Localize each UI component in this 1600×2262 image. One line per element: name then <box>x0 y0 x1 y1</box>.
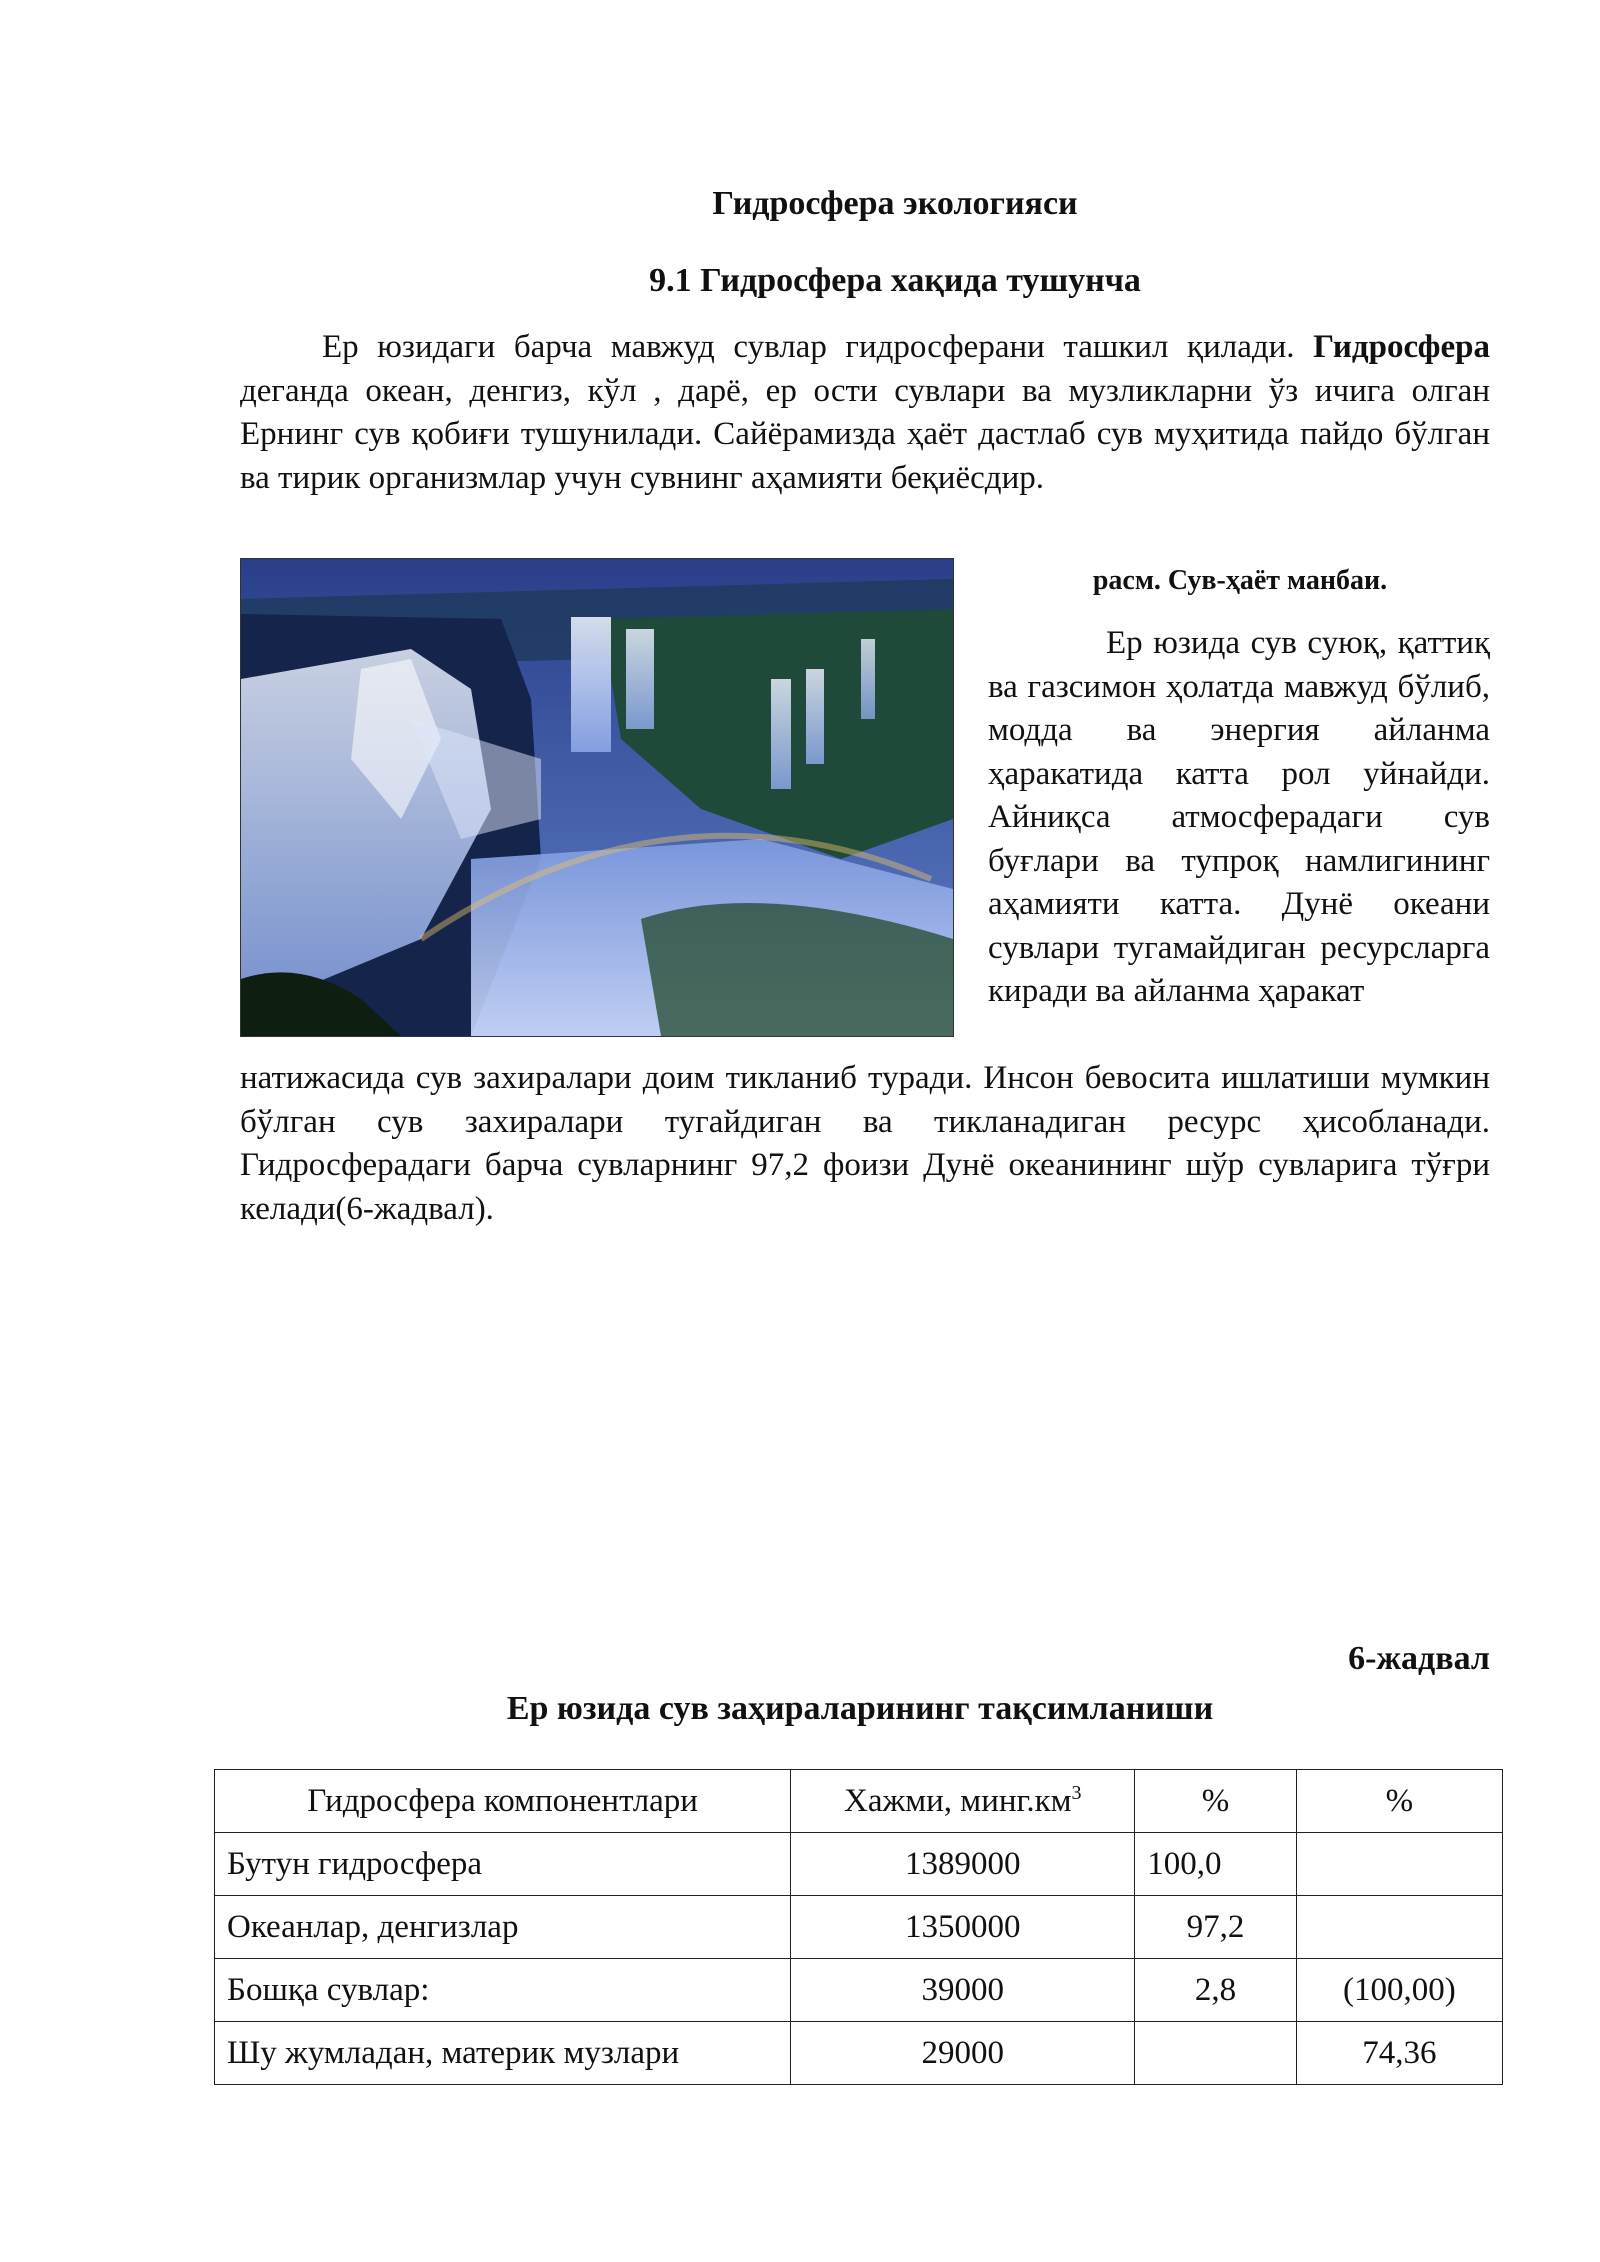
cell-volume: 1389000 <box>791 1833 1135 1896</box>
cell-pct2 <box>1296 1896 1502 1959</box>
intro-text-after: деганда океан, денгиз, кўл , дарё, ер ости сувлари ва музликларни ўз ичига олган Ернинг сув қобиғи тушунилади. Сайёрамизда ҳаёт дастлаб сув муҳитида пайдо бўлган ва тирик организмлар учун сувнинг аҳамияти беқиёсдир. <box>240 372 1490 496</box>
header-volume-sup: 3 <box>1071 1782 1082 1804</box>
cell-pct2: (100,00) <box>1296 1959 1502 2022</box>
table-row <box>215 2022 1503 2085</box>
table-row <box>215 1959 1503 2022</box>
table-title: Ер юзида сув заҳираларининг тақсимланиши <box>506 1690 1214 1727</box>
cell-pct1: 97,2 <box>1135 1896 1297 1959</box>
cell-component: Бошқа сувлар: <box>215 1959 791 2022</box>
header-volume-text: Хажми, минг.км <box>843 1783 1072 1819</box>
wrapped-paragraph-text: Ер юзида сув суюқ, қаттиқ ва газсимон ҳолатда мавжуд бўлиб, модда ва энергия айланма ҳаракатида катта рол уйнайди. Айниқса атмосферадаги сув буғлари ва тупроқ намлигининг аҳамияти катта. Дунё океани сувлари тугамайдиган ресурсларга киради ва айланма ҳаракат <box>988 625 1490 1009</box>
header-pct2: % <box>1296 1770 1502 1833</box>
table-row <box>215 1833 1503 1896</box>
table-row <box>215 1896 1503 1959</box>
cell-volume: 29000 <box>791 2022 1135 2085</box>
cell-component: Океанлар, денгизлар <box>215 1896 791 1959</box>
chapter-title: Гидросфера экологияси <box>712 185 1078 222</box>
section-title: 9.1 Гидросфера хақида тушунча <box>649 262 1141 299</box>
cell-component: Бутун гидросфера <box>215 1833 791 1896</box>
cell-pct2: 74,36 <box>1296 2022 1502 2085</box>
table-header-row <box>215 1770 1503 1833</box>
cell-pct2 <box>1296 1833 1502 1896</box>
cell-volume: 1350000 <box>791 1896 1135 1959</box>
table-number: 6-жадвал <box>1348 1640 1490 1677</box>
cell-pct1 <box>1135 2022 1297 2085</box>
intro-text-before: Ер юзидаги барча мавжуд сувлар гидросферани ташкил қилади. <box>322 329 1314 365</box>
cell-pct1: 100,0 <box>1135 1833 1297 1896</box>
waterfall-photo <box>240 558 954 1037</box>
intro-paragraph <box>240 326 1490 500</box>
cell-pct1: 2,8 <box>1135 1959 1297 2022</box>
header-component: Гидросфера компонентлари <box>215 1770 791 1833</box>
header-volume <box>791 1770 1135 1833</box>
cell-volume: 39000 <box>791 1959 1135 2022</box>
figure-caption: расм. Сув-ҳаёт манбаи. <box>1092 565 1388 596</box>
water-reserves-table <box>214 1769 1503 2085</box>
wrapped-paragraph <box>988 622 1490 1014</box>
header-pct1: % <box>1135 1770 1297 1833</box>
hydrosphere-term: Гидросфера <box>1313 329 1490 365</box>
continued-paragraph: натижасида сув захиралари доим тикланиб туради. Инсон бевосита ишлатиши мумкин бўлган сув захиралари тугайдиган ва тикланадиган ресурс ҳисобланади. Гидросферадаги барча сувларнинг 97,2 фоизи Дунё океанининг шўр сувларига тўғри келади(6-жадвал). <box>240 1060 1490 1227</box>
cell-component: Шу жумладан, материк музлари <box>215 2022 791 2085</box>
